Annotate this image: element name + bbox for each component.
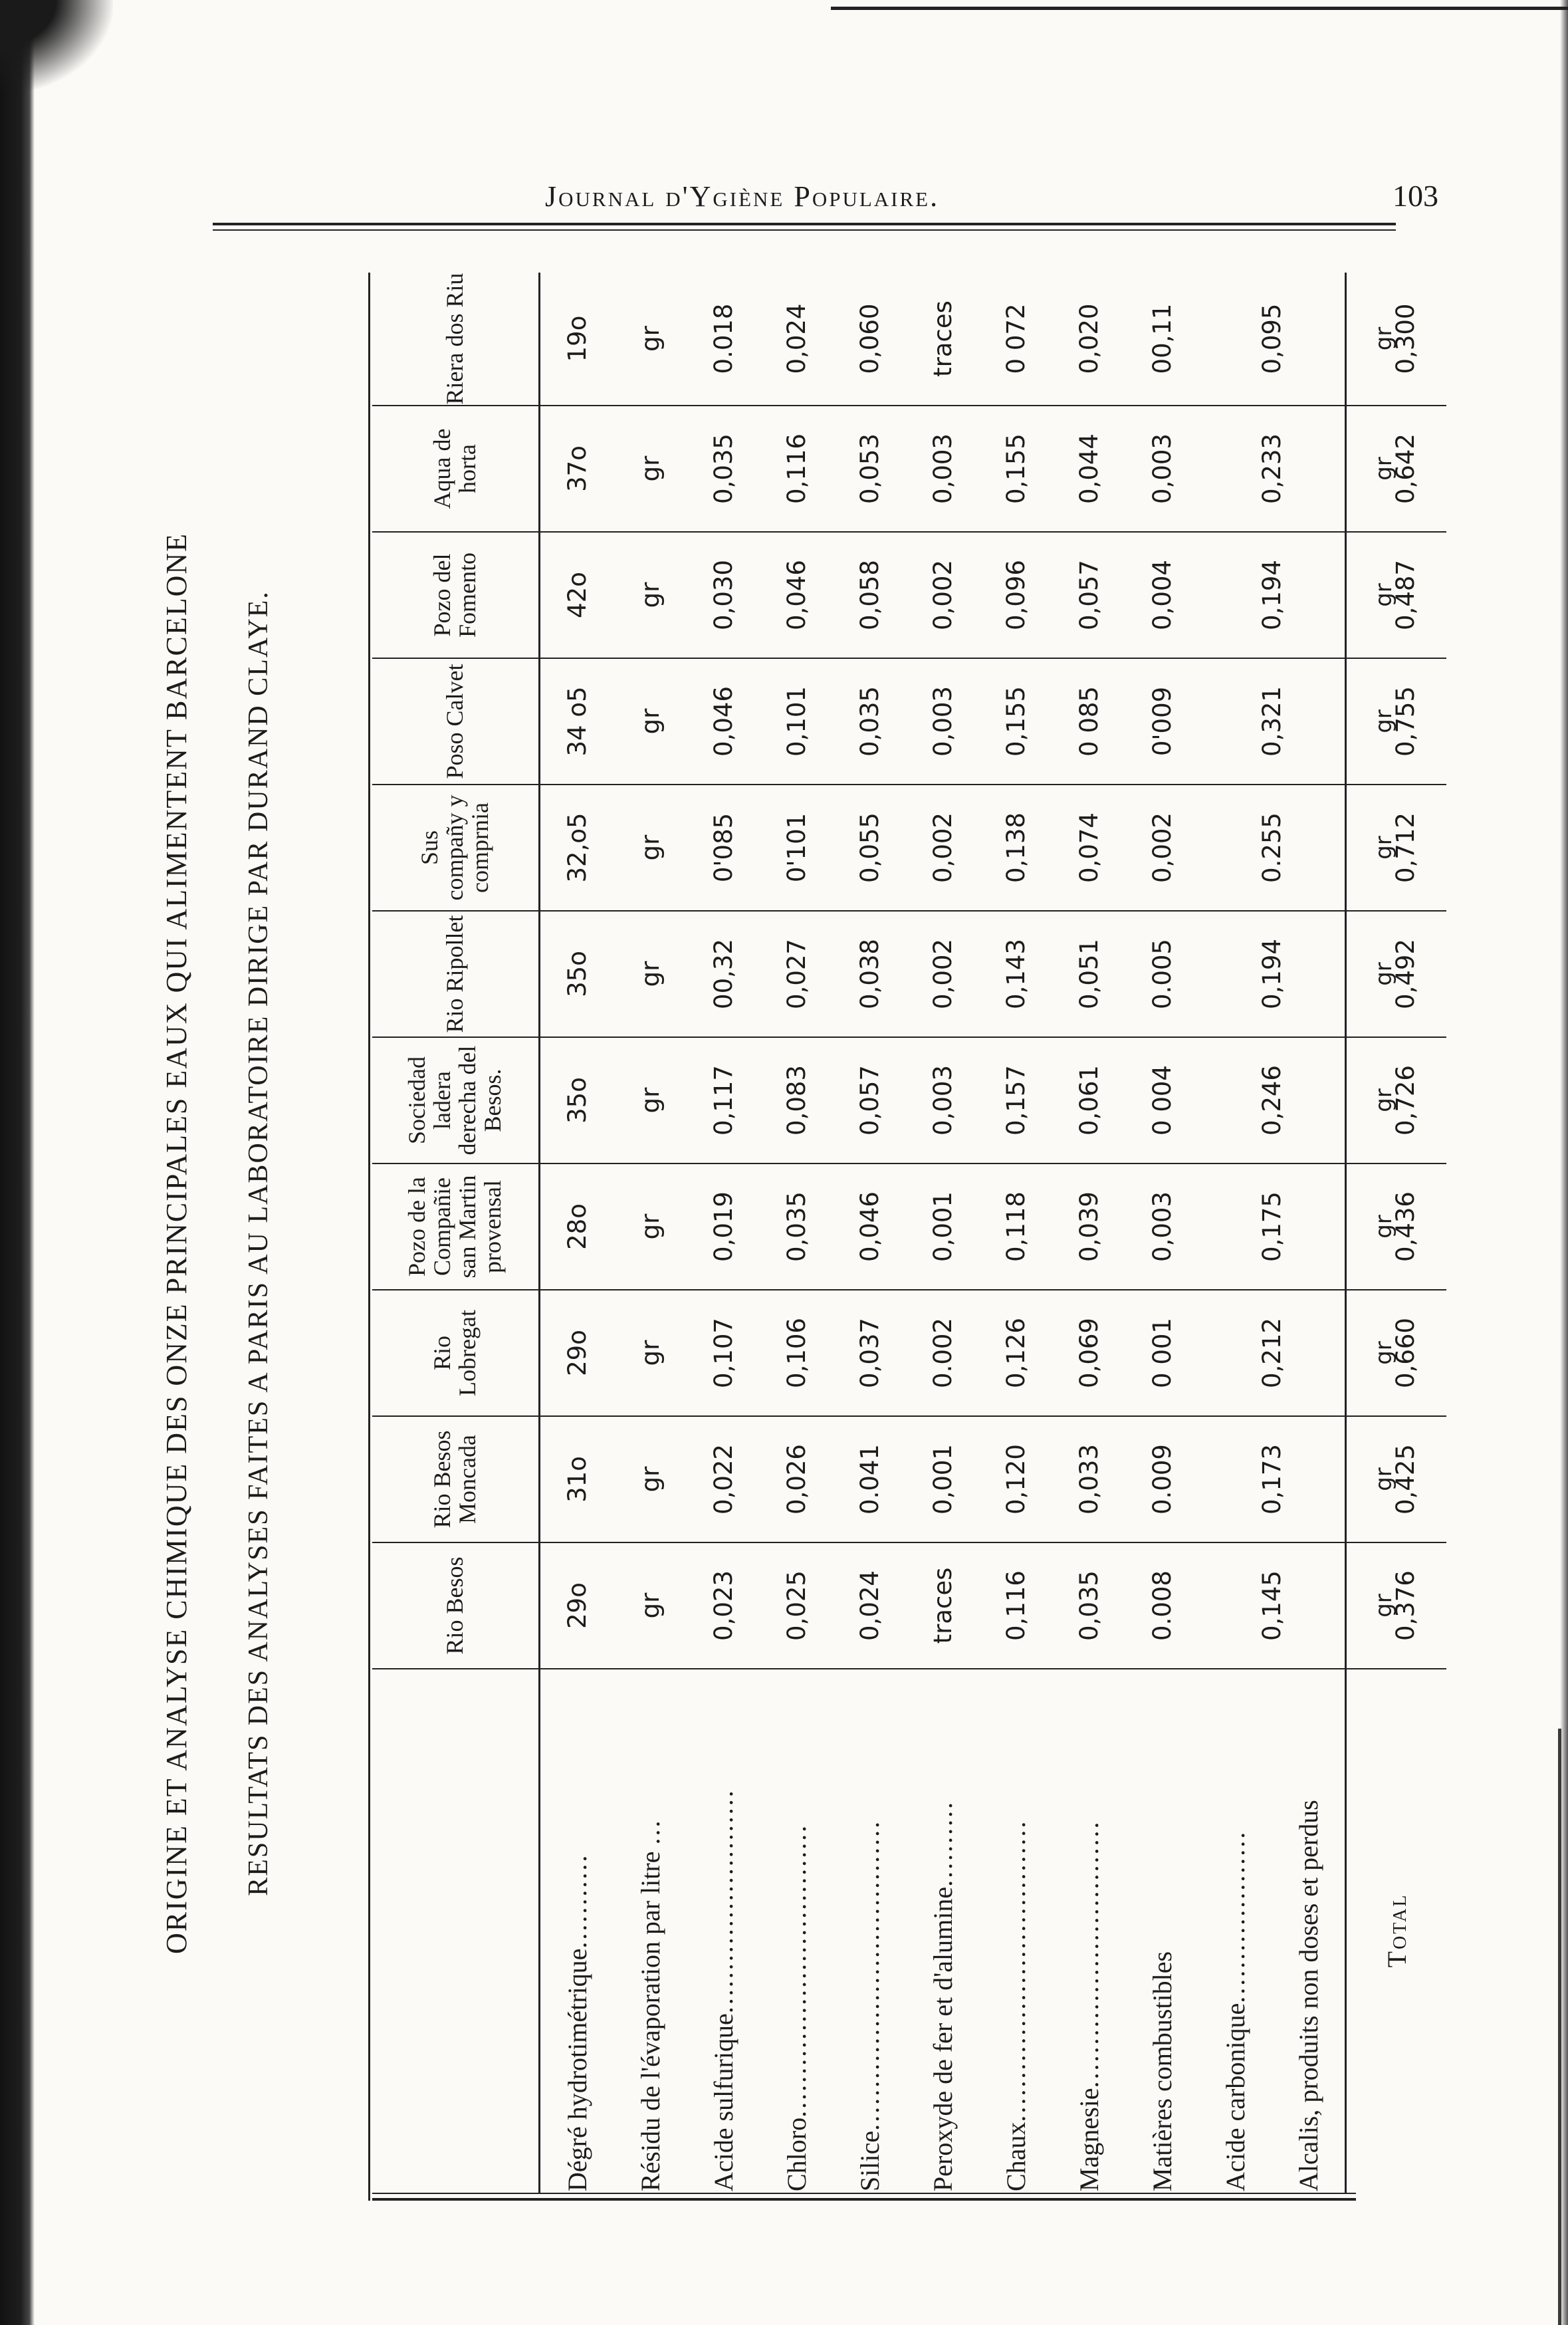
table-cell: 0,083: [760, 1037, 833, 1163]
table-cell: 32,o5: [540, 785, 614, 911]
row-label: [833, 1669, 906, 2194]
table-cell: 0,321: [1198, 658, 1346, 785]
table-row: [614, 273, 687, 2194]
table-cell: 0,003: [906, 1037, 979, 1163]
leader-dots: ...: [635, 1818, 665, 1845]
table-cell: 0,033: [1052, 1416, 1125, 1542]
table-cell: 0 004: [1125, 1037, 1198, 1163]
table-cell: gr: [614, 1542, 687, 1669]
row-label: [1272, 1669, 1346, 2194]
column-header: Pozo del Fomento: [372, 532, 540, 658]
column-header: Sus compañy y comprnia: [372, 785, 540, 911]
leader-dots: ..................................: [781, 1823, 812, 2118]
binding-corner-shadow: [0, 0, 113, 93]
table-cell: 0,019: [687, 1163, 760, 1290]
table-cell: 0,035: [687, 406, 760, 532]
table-cell: 0,173: [1198, 1416, 1346, 1542]
table-row: [906, 273, 979, 2194]
table-cell: 0,027: [760, 911, 833, 1037]
table-cell: 00,11: [1125, 273, 1198, 406]
table-row: [1052, 273, 1125, 2194]
table-cell: 0,003: [906, 406, 979, 532]
header-corner: [372, 1669, 540, 2194]
table-cell: gr: [614, 911, 687, 1037]
binding-shadow: [0, 0, 35, 2325]
table-cell: 0,055: [833, 785, 906, 911]
column-header: Aqua de horta: [372, 406, 540, 532]
column-header: Pozo de la Compañie san Martin provensal: [372, 1163, 540, 1290]
total-cell: [1346, 1290, 1447, 1416]
table-cell: 0,044: [1052, 406, 1125, 532]
header-rule-thin: [213, 229, 1396, 231]
table-cell: 19o: [540, 273, 614, 406]
table-cell: 0,138: [979, 785, 1052, 911]
table-cell: 35o: [540, 911, 614, 1037]
row-label: [1052, 1669, 1125, 2194]
unit-label: gr: [1370, 709, 1397, 733]
table-cell: 0,106: [760, 1290, 833, 1416]
table-cell: 0,003: [1125, 406, 1198, 532]
table-cell: 0,155: [979, 406, 1052, 532]
table-header-row: [372, 273, 540, 2194]
table-cell: 0.005: [1125, 911, 1198, 1037]
table-cell: 0.018: [687, 273, 760, 406]
table-cell: gr: [614, 1163, 687, 1290]
table-cell: 0,107: [687, 1290, 760, 1416]
total-value: 0,487: [1391, 560, 1420, 630]
table-cell: 0,046: [833, 1163, 906, 1290]
total-cell: [1346, 658, 1447, 785]
total-cell: [1346, 532, 1447, 658]
leader-dots: ....................................: [854, 1819, 885, 2131]
table-cell: 0,046: [687, 658, 760, 785]
table-cell: 0,060: [833, 273, 906, 406]
table-cell: 0,003: [906, 658, 979, 785]
table-cell: 0,194: [1198, 911, 1346, 1037]
unit-label: gr: [1370, 583, 1397, 607]
total-cell: [1346, 785, 1447, 911]
total-value: 0,300: [1391, 303, 1420, 374]
table-cell: 0,058: [833, 532, 906, 658]
table-cell: 0,002: [906, 911, 979, 1037]
total-cell: [1346, 1163, 1447, 1290]
page-subtitle: RESULTATS DES ANALYSES FAITES A PARIS AU LABORATOIRE DIRIGE PAR DURAND CLAYE.: [243, 590, 274, 1896]
table-cell: 0,020: [1052, 273, 1125, 406]
table-cell: gr: [614, 1290, 687, 1416]
table-cell: 0.255: [1198, 785, 1346, 911]
total-cell: [1346, 911, 1447, 1037]
table-cell: traces: [906, 1542, 979, 1669]
row-label-text: Chloro: [781, 2117, 812, 2191]
table-row: [1125, 273, 1198, 2194]
table-cell: 0,003: [1125, 1163, 1198, 1290]
table-cell: 35o: [540, 1037, 614, 1163]
table-cell: 29o: [540, 1290, 614, 1416]
leader-dots: ...........: [562, 1853, 592, 1949]
table-cell: 0,037: [833, 1290, 906, 1416]
table-cell: gr: [614, 1416, 687, 1542]
total-value: 0,436: [1391, 1191, 1420, 1262]
scan-top-line: [831, 7, 1568, 10]
header-rule: [213, 223, 1396, 225]
table-cell: 0,096: [979, 532, 1052, 658]
row-label-text: Peroxyde de fer et d'alumine: [927, 1886, 958, 2191]
row-label: [906, 1669, 979, 2194]
unit-label: gr: [1370, 326, 1397, 351]
unit-label: gr: [1370, 457, 1397, 481]
unit-label: gr: [1370, 1594, 1397, 1618]
table-cell: 00,32: [687, 911, 760, 1037]
table-cell: 0,074: [1052, 785, 1125, 911]
column-header: Rio Besos Moncada: [372, 1416, 540, 1542]
table-cell: 0,061: [1052, 1037, 1125, 1163]
total-label: Total: [1346, 1669, 1447, 2194]
table-cell: 0,030: [687, 532, 760, 658]
table-cell: 0,116: [979, 1542, 1052, 1669]
column-header: Sociedad ladera derecha del Besos.: [372, 1037, 540, 1163]
table-cell: 0,145: [1198, 1542, 1346, 1669]
table-cell: 0,116: [760, 406, 833, 532]
leader-dots: ...............................: [1073, 1820, 1104, 2088]
table-cell: 0.041: [833, 1416, 906, 1542]
table-cell: 0,212: [1198, 1290, 1346, 1416]
table-cell: 0,117: [687, 1037, 760, 1163]
table-cell: 0,035: [833, 658, 906, 785]
row-label: [614, 1669, 687, 2194]
table-cell: 0,004: [1125, 532, 1198, 658]
table-cell: 34 o5: [540, 658, 614, 785]
table-cell: 0,053: [833, 406, 906, 532]
table-cell: 0,001: [906, 1416, 979, 1542]
total-cell: [1346, 406, 1447, 532]
row-label-text: Magnesie: [1073, 2088, 1104, 2191]
table-cell: 0,001: [906, 1163, 979, 1290]
table-cell: gr: [614, 785, 687, 911]
table-cell: 31o: [540, 1416, 614, 1542]
table-cell: 0,046: [760, 532, 833, 658]
total-value: 0,660: [1391, 1318, 1420, 1388]
total-value: 0,492: [1391, 939, 1420, 1009]
table-cell: 0,095: [1198, 273, 1346, 406]
page-title: ORIGINE ET ANALYSE CHIMIQUE DES ONZE PRINCIPALES EAUX QUI ALIMENTENT BARCELONE: [160, 532, 193, 1955]
column-header: Rio Lobregat: [372, 1290, 540, 1416]
row-label-text: Acide carbonique: [1220, 2003, 1250, 2191]
unit-label: gr: [1370, 1467, 1397, 1491]
table-cell: traces: [906, 273, 979, 406]
total-value: 0,712: [1391, 812, 1420, 883]
table-cell: 0,002: [906, 532, 979, 658]
table-cell: 0 085: [1052, 658, 1125, 785]
table-cell: 0,002: [906, 785, 979, 911]
row-label: [1125, 1669, 1198, 2194]
table-cell: 0,120: [979, 1416, 1052, 1542]
leader-dots: ..........................: [708, 1788, 738, 2014]
table-row: [979, 273, 1052, 2194]
total-cell: [1346, 273, 1447, 406]
page-number: 103: [1393, 179, 1438, 213]
row-label: [760, 1669, 833, 2194]
table-cell: 0,118: [979, 1163, 1052, 1290]
row-label-text: Matières combustibles: [1147, 1951, 1177, 2191]
column-header: Rio Besos: [372, 1542, 540, 1669]
table-left-rule: [372, 2198, 1356, 2201]
table-cell: 0,051: [1052, 911, 1125, 1037]
table-top-rule: [368, 273, 370, 2201]
table-row: [833, 273, 906, 2194]
table-cell: 29o: [540, 1542, 614, 1669]
column-header: Rio Ripollet: [372, 911, 540, 1037]
table-cell: 0,157: [979, 1037, 1052, 1163]
table-cell: 0,024: [833, 1542, 906, 1669]
row-label-text: Résidu de l'évaporation par litre: [635, 1851, 665, 2191]
table-cell: 0'101: [760, 785, 833, 911]
unit-label: gr: [1370, 836, 1397, 860]
running-head: Journal d'Ygiène Populaire.: [545, 180, 940, 213]
leader-dots: ...................................: [1000, 1819, 1031, 2122]
total-cell: [1346, 1542, 1447, 1669]
total-value: 0,755: [1391, 686, 1420, 757]
table-cell: gr: [614, 406, 687, 532]
table-cell: gr: [614, 532, 687, 658]
table-cell: 0,022: [687, 1416, 760, 1542]
table-row: [760, 273, 833, 2194]
unit-label: gr: [1370, 962, 1397, 986]
leader-dots: ....................: [1220, 1830, 1250, 2003]
table-cell: 0,233: [1198, 406, 1346, 532]
row-label-text: Silice: [854, 2130, 885, 2191]
total-cell: [1346, 1416, 1447, 1542]
leader-dots: ..........: [927, 1800, 958, 1887]
total-value: 0,425: [1391, 1444, 1420, 1515]
total-value: 0,376: [1391, 1570, 1420, 1641]
row-label-text: Alcalis, produits non doses et perdus: [1293, 1800, 1323, 2191]
table-cell: 0,025: [760, 1542, 833, 1669]
table-cell: 0.002: [906, 1290, 979, 1416]
table-cell: 0,057: [833, 1037, 906, 1163]
table-cell: 0.009: [1125, 1416, 1198, 1542]
table-cell: 0'085: [687, 785, 760, 911]
table-cell: 37o: [540, 406, 614, 532]
row-label-text: Chaux: [1000, 2122, 1031, 2191]
table-cell: 0,143: [979, 911, 1052, 1037]
scan-artifact: [1558, 1729, 1561, 2325]
table-cell: 0,126: [979, 1290, 1052, 1416]
table-cell: 0,023: [687, 1542, 760, 1669]
table-cell: 0,002: [1125, 785, 1198, 911]
row-label: [979, 1669, 1052, 2194]
row-label: [1198, 1669, 1272, 2194]
table-cell: 0,038: [833, 911, 906, 1037]
table-cell: 0,101: [760, 658, 833, 785]
table-row: [1198, 273, 1272, 2194]
rotated-table-page: [160, 246, 1420, 2241]
column-header: Poso Calvet: [372, 658, 540, 785]
table-cell: gr: [614, 1037, 687, 1163]
table-cell: 0,155: [979, 658, 1052, 785]
table-cell: 0,246: [1198, 1037, 1346, 1163]
table-cell: 0'009: [1125, 658, 1198, 785]
unit-label: gr: [1370, 1088, 1397, 1112]
table-cell: 28o: [540, 1163, 614, 1290]
table-cell: 0 072: [979, 273, 1052, 406]
row-label-text: Dégré hydrotimétrique: [562, 1948, 592, 2191]
table-cell: 0,035: [760, 1163, 833, 1290]
unit-label: gr: [1370, 1341, 1397, 1365]
table-cell: gr: [614, 658, 687, 785]
table-cell: 0,069: [1052, 1290, 1125, 1416]
row-label: [540, 1669, 614, 2194]
table-cell: 0,057: [1052, 532, 1125, 658]
analysis-table: [372, 273, 1446, 2194]
total-row: [1346, 273, 1447, 2194]
total-value: 0,642: [1391, 433, 1420, 504]
unit-label: gr: [1370, 1215, 1397, 1239]
table-cell: 0,035: [1052, 1542, 1125, 1669]
column-header: Riera dos Riu: [372, 273, 540, 406]
table-cell: gr: [614, 273, 687, 406]
table-cell: 0,024: [760, 273, 833, 406]
row-label-text: Acide sulfurique: [708, 2013, 738, 2191]
table-cell: 42o: [540, 532, 614, 658]
table-cell: 0,194: [1198, 532, 1346, 658]
table-row: [687, 273, 760, 2194]
table-cell: 0,039: [1052, 1163, 1125, 1290]
table-cell: 0,175: [1198, 1163, 1346, 1290]
table-cell: 0 001: [1125, 1290, 1198, 1416]
table-cell: 0,026: [760, 1416, 833, 1542]
table-cell: 0.008: [1125, 1542, 1198, 1669]
total-value: 0,726: [1391, 1065, 1420, 1136]
table-row: [540, 273, 614, 2194]
row-label: [687, 1669, 760, 2194]
total-cell: [1346, 1037, 1447, 1163]
